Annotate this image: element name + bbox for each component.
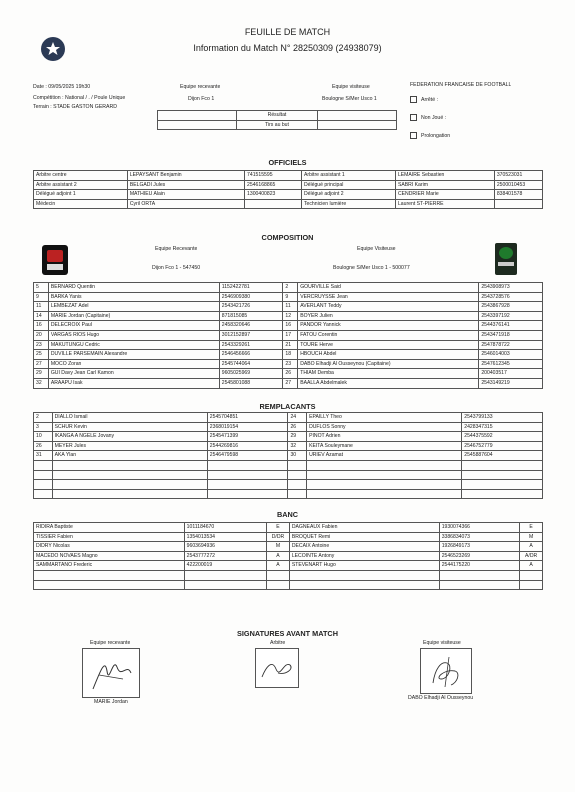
- officials-row-cell: MATHIEU Alain: [127, 190, 244, 200]
- comp-home-team: Dijon Fco 1 - 547450: [152, 265, 201, 271]
- officials-row-cell: 741515595: [245, 171, 302, 181]
- composition-row-cell: 2458320646: [219, 321, 283, 331]
- composition-row-cell: 16: [34, 321, 49, 331]
- subs-row-cell: 26: [34, 441, 53, 451]
- composition-row-cell: PANDOR Yannick: [298, 321, 479, 331]
- bench-row-cell: BROQUET Remi: [289, 532, 439, 542]
- comp-home-label: Equipe Recevante: [155, 246, 198, 252]
- subs-row: [34, 422, 543, 432]
- match-date: Date : 09/05/2025 19h30: [33, 84, 91, 90]
- composition-row-cell: 5: [34, 283, 49, 293]
- bench-row-cell: [289, 570, 439, 580]
- subs-row-cell: [52, 470, 207, 480]
- subs-row-cell: 30: [288, 451, 307, 461]
- officials-row: [34, 190, 543, 200]
- composition-row-cell: 18: [283, 350, 298, 360]
- subs-row-cell: 32: [288, 441, 307, 451]
- officials-row-cell: 2546168865: [245, 180, 302, 190]
- subs-row-cell: PINOT Adrien: [307, 432, 462, 442]
- subs-row-cell: 24: [288, 413, 307, 423]
- bench-row-cell: LECOINTE Antony: [289, 551, 439, 561]
- composition-row-cell: 25: [34, 350, 49, 360]
- bench-row-cell: 1354013534: [184, 532, 266, 542]
- composition-row-cell: 2544376141: [479, 321, 543, 331]
- composition-row-cell: 2546014003: [479, 350, 543, 360]
- subs-row-cell: EPAILLY Theo: [307, 413, 462, 423]
- composition-row-cell: 9: [283, 292, 298, 302]
- bench-title: BANC: [276, 510, 299, 519]
- officials-row-cell: Délégué adjoint 2: [301, 190, 395, 200]
- composition-row-cell: AVERLANT Teddy: [298, 302, 479, 312]
- composition-row-cell: 16: [283, 321, 298, 331]
- composition-row: [34, 302, 543, 312]
- subs-row: [34, 460, 543, 470]
- subs-row: [34, 451, 543, 461]
- officials-row-cell: Arbitre assistant 1: [301, 171, 395, 181]
- subs-row-cell: [207, 489, 288, 499]
- bench-row-cell: A: [520, 561, 543, 571]
- bench-row: [34, 570, 543, 580]
- bench-row-cell: 1926849173: [439, 542, 520, 552]
- officials-row-cell: Cyril ORTA: [127, 199, 244, 209]
- signatures-title: SIGNATURES AVANT MATCH: [237, 629, 338, 638]
- composition-row-cell: GOURVILLE Said: [298, 283, 479, 293]
- bench-row-cell: SAMMARTANO Frederic: [34, 561, 185, 571]
- subs-row-cell: 2545704851: [207, 413, 288, 423]
- subs-row-cell: 2545471399: [207, 432, 288, 442]
- prolongation-row: Prolongation: [410, 132, 450, 139]
- subs-row-cell: [207, 470, 288, 480]
- bench-row: [34, 551, 543, 561]
- subs-row-cell: URIEV Azamat: [307, 451, 462, 461]
- bench-row: [34, 523, 543, 533]
- match-info: Information du Match N° 28250309 (24938079): [193, 43, 382, 53]
- subs-row: [34, 432, 543, 442]
- composition-row-cell: 27: [34, 359, 49, 369]
- sig-away-label: Equipe visiteuse: [423, 640, 461, 646]
- composition-row: [34, 283, 543, 293]
- composition-row-cell: DUVILLE PARSEMAIN Alexandre: [48, 350, 219, 360]
- subs-row-cell: [307, 489, 462, 499]
- prolongation-checkbox[interactable]: [410, 132, 417, 139]
- bench-row-cell: E: [267, 523, 290, 533]
- subs-row-cell: DUFLOS Sonny: [307, 422, 462, 432]
- subs-row-cell: 10: [34, 432, 53, 442]
- subs-row-cell: [207, 460, 288, 470]
- subs-row-cell: 2428347315: [462, 422, 543, 432]
- officials-row-cell: 370523031: [494, 171, 542, 181]
- non-joue-row: Non Joué :: [410, 114, 446, 121]
- composition-row-cell: LEMBEZAT Adel: [48, 302, 219, 312]
- composition-row-cell: TOURE Herve: [298, 340, 479, 350]
- non-joue-checkbox[interactable]: [410, 114, 417, 121]
- competition: Compétition : National / . / Poule Unique: [33, 95, 126, 101]
- subs-row-cell: 29: [288, 432, 307, 442]
- composition-row-cell: VARGAS RIOS Hugo: [48, 330, 219, 340]
- subs-row: [34, 413, 543, 423]
- officials-row-cell: Médecin: [34, 199, 128, 209]
- officials-row-cell: 2500010453: [494, 180, 542, 190]
- subs-row-cell: [52, 460, 207, 470]
- bench-row-cell: 2543777272: [184, 551, 266, 561]
- composition-row-cell: BOYER Julien: [298, 311, 479, 321]
- bench-row-cell: [289, 580, 439, 590]
- bench-row-cell: [184, 580, 266, 590]
- composition-row-cell: BARKA Yanis: [48, 292, 219, 302]
- composition-row-cell: 2543397192: [479, 311, 543, 321]
- composition-row-cell: 200403517: [479, 369, 543, 379]
- subs-row-cell: [34, 480, 53, 490]
- officials-title: OFFICIELS: [268, 158, 307, 167]
- composition-row: [34, 340, 543, 350]
- officials-row-cell: Délégué adjoint 1: [34, 190, 128, 200]
- bench-row-cell: A: [267, 561, 290, 571]
- subs-row-cell: [34, 489, 53, 499]
- bench-row-cell: [520, 580, 543, 590]
- composition-row: [34, 378, 543, 388]
- composition-row-cell: 2547612345: [479, 359, 543, 369]
- bench-row-cell: 2546523269: [439, 551, 520, 561]
- federation: FEDERATION FRANCAISE DE FOOTBALL: [410, 82, 512, 88]
- home-club-logo: [42, 245, 68, 275]
- composition-row-cell: 2543728576: [479, 292, 543, 302]
- composition-row: [34, 369, 543, 379]
- composition-row-cell: 9605025969: [219, 369, 283, 379]
- composition-row-cell: GUI Davy Jean Carl Kamon: [48, 369, 219, 379]
- composition-row-cell: 17: [283, 330, 298, 340]
- bench-row-cell: [439, 580, 520, 590]
- composition-row-cell: 23: [283, 359, 298, 369]
- away-team: Boulogne S/Mer Usco 1: [322, 96, 377, 102]
- subs-row-cell: [462, 480, 543, 490]
- composition-row-cell: 14: [34, 311, 49, 321]
- subs-row-cell: [288, 489, 307, 499]
- subs-row-cell: [462, 460, 543, 470]
- result-label: Résultat: [236, 111, 317, 121]
- subs-row-cell: 2368019154: [207, 422, 288, 432]
- composition-row-cell: 11: [283, 302, 298, 312]
- terrain: Terrain : STADE GASTON GÉRARD: [33, 104, 117, 110]
- composition-row-cell: VERCRUYSSE Jean: [298, 292, 479, 302]
- home-signature-box[interactable]: [82, 648, 140, 698]
- arrete-row: Arrêté :: [410, 96, 438, 103]
- bench-row-cell: D/DR: [267, 532, 290, 542]
- subs-row-cell: 2544375592: [462, 432, 543, 442]
- sig-ref-label: Arbitre: [270, 640, 286, 646]
- composition-row-cell: 32: [34, 378, 49, 388]
- result-table: [157, 110, 397, 130]
- bench-row: [34, 532, 543, 542]
- composition-row-cell: DABO Elhadji Al Ousseynou (Capitaine): [298, 359, 479, 369]
- bench-row-cell: DECAIX Antoine: [289, 542, 439, 552]
- composition-row: [34, 330, 543, 340]
- officials-row: [34, 199, 543, 209]
- subs-row-cell: [34, 470, 53, 480]
- subs-row-cell: [34, 460, 53, 470]
- bench-row-cell: [267, 570, 290, 580]
- bench-row-cell: [267, 580, 290, 590]
- officials-row-cell: CENDRIER Marie: [395, 190, 494, 200]
- composition-row-cell: 1152422781: [219, 283, 283, 293]
- sig-away-name: DABO Elhadji Al Ousseynou: [408, 695, 474, 701]
- composition-row-cell: 23: [34, 340, 49, 350]
- officials-row-cell: Délégué principal: [301, 180, 395, 190]
- bench-row-cell: DIDRY Nicolas: [34, 542, 185, 552]
- officials-row-cell: BELGADI Jules: [127, 180, 244, 190]
- subs-row-cell: 3: [34, 422, 53, 432]
- bench-row-cell: 3386834073: [439, 532, 520, 542]
- composition-row-cell: 2: [283, 283, 298, 293]
- composition-row-cell: 2543867928: [479, 302, 543, 312]
- bench-row: [34, 580, 543, 590]
- bench-row-cell: A: [267, 551, 290, 561]
- bench-row-cell: M: [267, 542, 290, 552]
- bench-row-cell: MACEDO NOVAES Magno: [34, 551, 185, 561]
- composition-row-cell: HBOUCH Abdel: [298, 350, 479, 360]
- bench-row-cell: [34, 570, 185, 580]
- subs-row-cell: [52, 480, 207, 490]
- subs-row-cell: AKA Ylan: [52, 451, 207, 461]
- bench-row-cell: [439, 570, 520, 580]
- subs-row-cell: [307, 470, 462, 480]
- bench-row-cell: A/DR: [520, 551, 543, 561]
- composition-row-cell: 11: [34, 302, 49, 312]
- bench-row-cell: E: [520, 523, 543, 533]
- subs-row: [34, 441, 543, 451]
- officials-row-cell: Technicien lumière: [301, 199, 395, 209]
- subs-row: [34, 489, 543, 499]
- composition-row-cell: 9: [34, 292, 49, 302]
- subs-row-cell: 2544269816: [207, 441, 288, 451]
- subs-row-cell: [307, 480, 462, 490]
- subs-row-cell: DIALLO Ismail: [52, 413, 207, 423]
- officials-row-cell: LEPAYSANT Benjamin: [127, 171, 244, 181]
- composition-row-cell: MOCO Zoran: [48, 359, 219, 369]
- bench-row-cell: 9603694936: [184, 542, 266, 552]
- officials-row-cell: SABRI Karim: [395, 180, 494, 190]
- subs-row-cell: [288, 480, 307, 490]
- sig-home-name: MARIE Jordan: [94, 699, 128, 705]
- subs-row-cell: [462, 470, 543, 480]
- composition-row-cell: 2543421726: [219, 302, 283, 312]
- subs-row-cell: IKANGA A NGELE Jovany: [52, 432, 207, 442]
- subs-row-cell: KEITA Souleymane: [307, 441, 462, 451]
- bench-row-cell: [184, 570, 266, 580]
- bench-row-cell: [520, 570, 543, 580]
- bench-row-cell: STEVENART Hugo: [289, 561, 439, 571]
- subs-title: REMPLACANTS: [259, 402, 316, 411]
- ref-signature-box[interactable]: [255, 648, 299, 688]
- composition-row-cell: 2547878722: [479, 340, 543, 350]
- composition-row-cell: 26: [283, 369, 298, 379]
- subs-row-cell: SCHUR Kevin: [52, 422, 207, 432]
- subs-row-cell: [288, 470, 307, 480]
- officials-row-cell: 838401578: [494, 190, 542, 200]
- composition-row: [34, 311, 543, 321]
- bench-row: [34, 542, 543, 552]
- ref-signature: [256, 649, 298, 687]
- comp-away-label: Equipe Visiteuse: [357, 246, 396, 252]
- bench-row-cell: [34, 580, 185, 590]
- away-club-logo: [495, 243, 517, 275]
- composition-row-cell: 21: [283, 340, 298, 350]
- officials-row-cell: [245, 199, 302, 209]
- sig-home-label: Equipe recevante: [90, 640, 131, 646]
- away-label: Equipe visiteuse: [332, 84, 370, 90]
- composition-row-cell: BAALLA Abdelmalek: [298, 378, 479, 388]
- composition-row-cell: 2543908973: [479, 283, 543, 293]
- subs-row-cell: 2: [34, 413, 53, 423]
- bench-row-cell: 422200019: [184, 561, 266, 571]
- home-team: Dijon Fco 1: [188, 96, 215, 102]
- composition-row-cell: 29: [34, 369, 49, 379]
- subs-row-cell: MEYER Jules: [52, 441, 207, 451]
- composition-row: [34, 359, 543, 369]
- subs-table: [33, 412, 543, 499]
- composition-row-cell: BERNARD Quentin: [48, 283, 219, 293]
- subs-row-cell: [462, 489, 543, 499]
- bench-row-cell: DAGNEAUX Fabien: [289, 523, 439, 533]
- composition-row-cell: 20: [34, 330, 49, 340]
- officials-row-cell: Arbitre centre: [34, 171, 128, 181]
- composition-row-cell: DELECROIX Paul: [48, 321, 219, 331]
- officials-row-cell: 1300400823: [245, 190, 302, 200]
- officials-row-cell: LEMAIRE Sebastien: [395, 171, 494, 181]
- composition-row-cell: MARIE Jordan (Capitaine): [48, 311, 219, 321]
- composition-row-cell: FATOU Corentin: [298, 330, 479, 340]
- subs-row-cell: 2543799133: [462, 413, 543, 423]
- subs-row-cell: 31: [34, 451, 53, 461]
- composition-row-cell: 2543329261: [219, 340, 283, 350]
- officials-row: [34, 180, 543, 190]
- composition-row-cell: 2543471918: [479, 330, 543, 340]
- composition-row: [34, 350, 543, 360]
- subs-row-cell: 2546752779: [462, 441, 543, 451]
- page-title: FEUILLE DE MATCH: [244, 27, 331, 37]
- subs-row: [34, 480, 543, 490]
- officials-row-cell: Laurent ST-PIERRE: [395, 199, 494, 209]
- composition-row-cell: 2546456666: [219, 350, 283, 360]
- away-signature: [421, 649, 471, 693]
- bench-row-cell: 1930074366: [439, 523, 520, 533]
- subs-row-cell: 2545887604: [462, 451, 543, 461]
- home-signature: [83, 649, 139, 697]
- subs-row-cell: [207, 480, 288, 490]
- subs-row: [34, 470, 543, 480]
- composition-row-cell: 2546909380: [219, 292, 283, 302]
- subs-row-cell: 2546479598: [207, 451, 288, 461]
- composition-row-cell: 12: [283, 311, 298, 321]
- subs-row-cell: [52, 489, 207, 499]
- subs-row-cell: 26: [288, 422, 307, 432]
- bench-row-cell: 2544175220: [439, 561, 520, 571]
- bench-row-cell: TISSIER Fabien: [34, 532, 185, 542]
- home-label: Equipe recevante: [180, 84, 221, 90]
- composition-row-cell: 27: [283, 378, 298, 388]
- arrete-checkbox[interactable]: [410, 96, 417, 103]
- composition-row-cell: THIAM Demba: [298, 369, 479, 379]
- officials-table: [33, 170, 543, 209]
- composition-row-cell: MAKUTUNGU Cedric: [48, 340, 219, 350]
- officials-row-cell: Arbitre assistant 2: [34, 180, 128, 190]
- tab-label: Tirs au but: [236, 120, 317, 130]
- composition-row-cell: 2545801088: [219, 378, 283, 388]
- composition-row: [34, 292, 543, 302]
- composition-table: [33, 282, 543, 389]
- officials-row-cell: [494, 199, 542, 209]
- bench-row: [34, 561, 543, 571]
- composition-row-cell: 2543149219: [479, 378, 543, 388]
- subs-row-cell: [307, 460, 462, 470]
- comp-away-team: Boulogne S/Mer Usco 1 - 500077: [333, 265, 410, 271]
- composition-row-cell: ARAAPU Isak: [48, 378, 219, 388]
- composition-row-cell: 3012152897: [219, 330, 283, 340]
- bench-row-cell: RIDIRA Baptiste: [34, 523, 185, 533]
- composition-title: COMPOSITION: [261, 233, 314, 242]
- subs-row-cell: [288, 460, 307, 470]
- bench-row-cell: 1011184670: [184, 523, 266, 533]
- away-signature-box[interactable]: [420, 648, 472, 694]
- bench-row-cell: M: [520, 532, 543, 542]
- bench-row-cell: A: [520, 542, 543, 552]
- composition-row-cell: 2545744064: [219, 359, 283, 369]
- composition-row-cell: 871815085: [219, 311, 283, 321]
- bench-table: [33, 522, 543, 590]
- officials-row: [34, 171, 543, 181]
- composition-row: [34, 321, 543, 331]
